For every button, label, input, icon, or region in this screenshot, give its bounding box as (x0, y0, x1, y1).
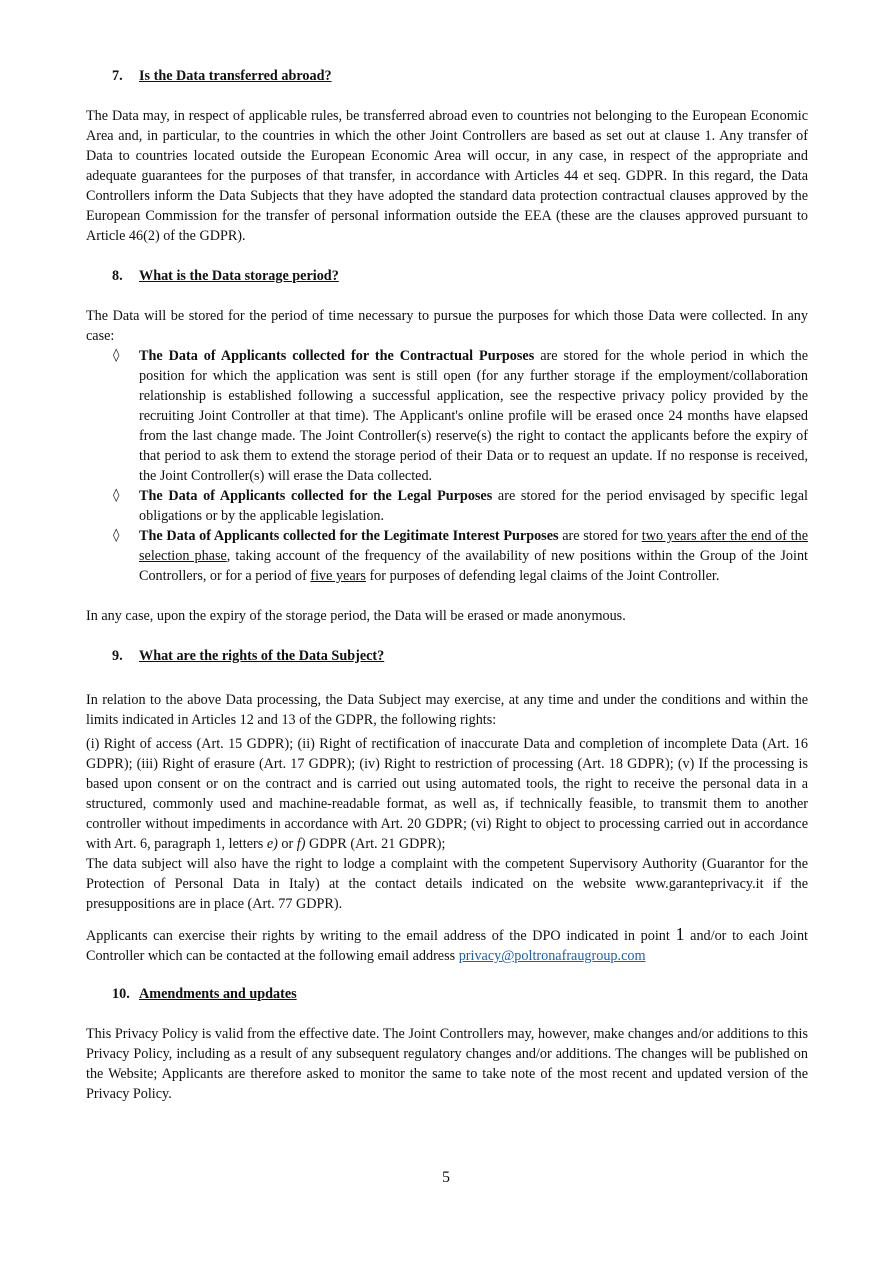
bullet-2-bold: The Data of Applicants collected for the Legal Purposes (139, 488, 493, 504)
bullet-3-text-1: are stored for (558, 528, 642, 544)
diamond-bullet-icon: ◊ (113, 488, 120, 503)
section-9-intro: In relation to the above Data processing, the Data Subject may exercise, at any time and under the conditions and within the limits indicated in Articles 12 and 13 of the GDPR, the following rights: (86, 692, 808, 728)
rights-or: or (277, 836, 297, 852)
bullet-3-text-3: for purposes of defending legal claims of the Joint Controller. (365, 568, 720, 584)
privacy-email-link[interactable]: privacy@poltronafraugroup.com (458, 948, 646, 964)
section-8-number: 8. (112, 268, 123, 284)
list-item (86, 486, 808, 526)
rights-text-b: GDPR (Art. 21 GDPR); (305, 836, 446, 852)
section-7-number: 7. (112, 68, 123, 84)
bullet-3-text-2: , taking account of the frequency of the availability of new positions within the Group of the Joint Controllers, or for a period of (139, 548, 809, 584)
section-8-heading (86, 266, 808, 286)
contact-text-a: Applicants can exercise their rights by writing to the email address of the DPO indicated in point (86, 928, 676, 944)
section-9-rights (86, 734, 808, 854)
section-9-title: What are the rights of the Data Subject? (139, 648, 385, 664)
storage-period-list (86, 346, 808, 586)
section-7-title: Is the Data transferred abroad? (139, 68, 332, 84)
section-8-title: What is the Data storage period? (139, 268, 339, 284)
rights-text-a: (i) Right of access (Art. 15 GDPR); (ii) Right of rectification of inaccurate Data and completion of incomplete Data (Art. 16 GDPR); (iii) Right of erasure (Art. 17 GDPR); (iv) Right to restriction of processing (Art. 18 GDPR); (v) If the processing is based upon consent or on the contract and is carried out using automated tools, the right to receive the personal data in a structured, commonly used and machine-readable format, as well as, if technically feasible, to transmit them to another controller without impediments in accordance with Art. 20 GDPR; (vi) Right to object to processing carried out in accordance with Art. 6, paragraph 1, letters (86, 736, 808, 852)
page-content (86, 66, 808, 1104)
contact-point-number: 1 (675, 924, 685, 944)
bullet-3-underlined-2: five years (310, 568, 366, 584)
bullet-1-bold: The Data of Applicants collected for the Contractual Purposes (139, 348, 535, 364)
section-10-body: This Privacy Policy is valid from the effective date. The Joint Controllers may, however, make changes and/or additions to this Privacy Policy, including as a result of any subsequent regulatory changes and/or additions. The changes will be published on the Website; Applicants are therefore asked to monitor the same to take note of the most recent and updated version of the Privacy Policy. (86, 1026, 808, 1102)
section-9-complaint: The data subject will also have the right to lodge a complaint with the competent Supervisory Authority (Guarantor for the Protection of Personal Data in Italy) at the contact details indicated on the website www.garanteprivacy.it if the presuppositions are in place (Art. 77 GDPR). (86, 856, 808, 912)
list-item (86, 526, 808, 586)
section-9-heading (86, 646, 808, 666)
rights-letter-e: e) (266, 836, 278, 852)
bullet-3-underlined-1: two years after the end of the selection phase (139, 528, 808, 564)
bullet-3-bold: The Data of Applicants collected for the Legitimate Interest Purposes (139, 528, 559, 544)
section-8-closing: In any case, upon the expiry of the storage period, the Data will be erased or made anonymous. (86, 608, 626, 624)
contact-text-b: and/or to each Joint Controller which can be contacted at the following email address (86, 928, 808, 964)
page-number: 5 (442, 1169, 450, 1186)
section-7-heading (86, 66, 808, 86)
list-item (86, 346, 808, 486)
bullet-1-text: are stored for the whole period in which the position for which the application was sent is still open (for any further storage if the employment/collaboration relationship is established following a successful application, see the respective privacy policy provided by the recruiting Joint Controller at that time). The Applicant's online profile will be erased once 24 months have elapsed from the last change made. The Joint Controller(s) reserve(s) the right to contact the applicants before the expiry of that period to ask them to extend the storage period of their Data or to request an update. If no response is received, the Joint Controller(s) will erase the Data collected. (139, 348, 808, 484)
section-10-title: Amendments and updates (139, 986, 297, 1002)
section-8-intro: The Data will be stored for the period of time necessary to pursue the purposes for which those Data were collected. In any case: (86, 308, 808, 344)
section-10-number: 10. (112, 986, 130, 1002)
section-9-contact (86, 924, 808, 966)
bullet-2-text: are stored for the period envisaged by specific legal obligations or by the applicable legislation. (139, 488, 809, 524)
diamond-bullet-icon: ◊ (113, 528, 120, 543)
section-7-body: The Data may, in respect of applicable rules, be transferred abroad even to countries not belonging to the European Economic Area and, in particular, to the countries in which the other Joint Controllers are based as set out at clause 1. Any transfer of Data to countries located outside the European Economic Area will occur, in any case, in respect of the appropriate and adequate guarantees for the purposes of that transfer, in accordance with Articles 44 et seq. GDPR. In this regard, the Data Controllers inform the Data Subjects that they have adopted the standard data protection contractual clauses approved by the European Commission for the transfer of personal information outside the EEA (these are the clauses approved pursuant to Article 46(2) of the GDPR). (86, 108, 808, 244)
section-9-number: 9. (112, 648, 123, 664)
diamond-bullet-icon: ◊ (113, 348, 120, 363)
rights-letter-f: f) (296, 836, 306, 852)
section-10-heading (86, 984, 808, 1004)
